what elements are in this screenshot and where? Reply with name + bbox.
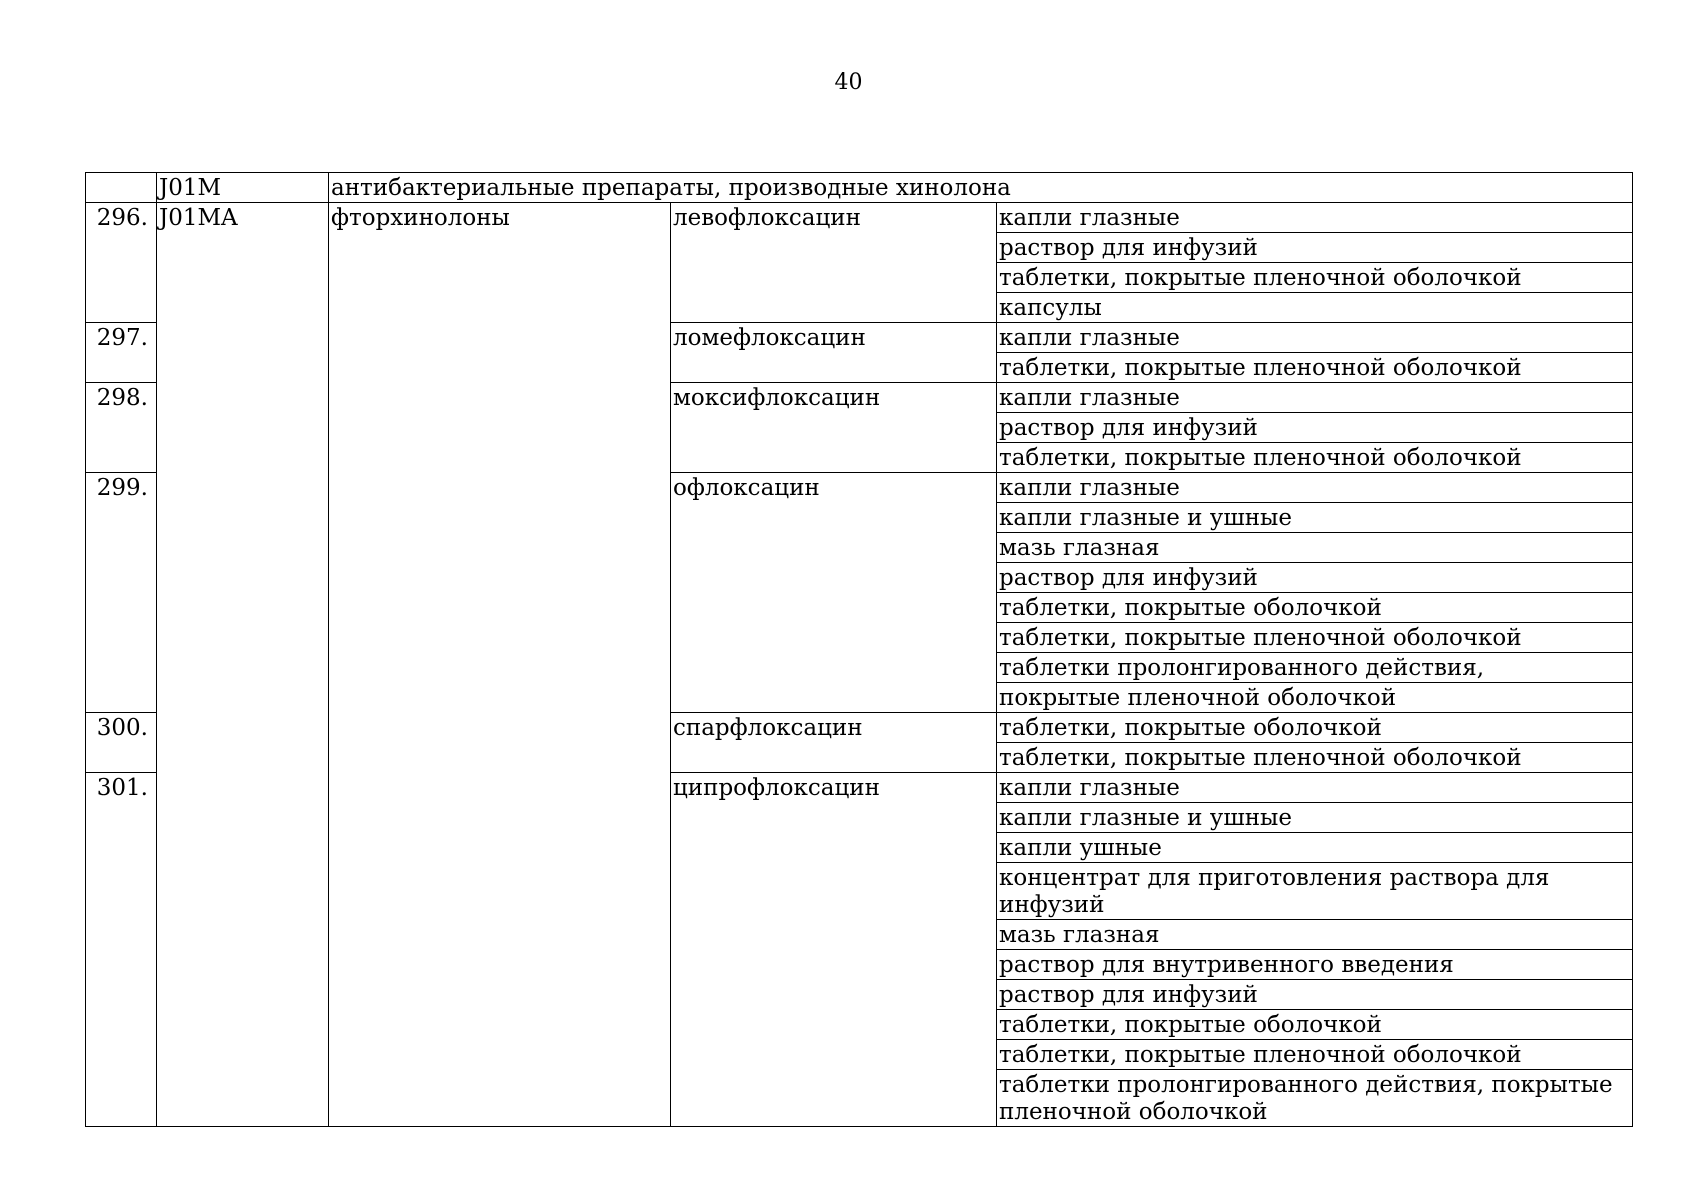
dosage-form-cell: таблетки, покрытые пленочной оболочкой [997,743,1633,773]
dosage-form-cell: раствор для инфузий [997,413,1633,443]
dosage-form-cell: мазь глазная [997,920,1633,950]
dosage-form-cell: раствор для внутривенного введения [997,950,1633,980]
dosage-form-cell: концентрат для приготовления раствора для инфузий [997,863,1633,920]
entry-number-cell: 298. [86,383,157,473]
dosage-form-cell: таблетки пролонгированного действия, [997,653,1633,683]
dosage-form-cell: покрытые пленочной оболочкой [997,683,1633,713]
drug-name-cell: моксифлоксацин [671,383,997,473]
dosage-form-cell: таблетки, покрытые пленочной оболочкой [997,263,1633,293]
entry-number-cell: 300. [86,713,157,773]
dosage-form-cell: таблетки, покрытые оболочкой [997,593,1633,623]
dosage-form-cell: капли глазные [997,383,1633,413]
drug-name-cell: ломефлоксацин [671,323,997,383]
entry-number-cell: 297. [86,323,157,383]
drug-name-cell: левофлоксацин [671,203,997,323]
drug-name-cell: спарфлоксацин [671,713,997,773]
table-row [86,203,1633,233]
drug-table [85,172,1633,1127]
dosage-form-cell: мазь глазная [997,533,1633,563]
dosage-form-cell: капсулы [997,293,1633,323]
subgroup-code-cell: J01MA [157,203,329,1127]
entry-number-cell: 301. [86,773,157,1127]
dosage-form-cell: таблетки, покрытые пленочной оболочкой [997,623,1633,653]
dosage-form-cell: капли глазные и ушные [997,503,1633,533]
dosage-form-cell: капли глазные [997,773,1633,803]
dosage-form-cell: раствор для инфузий [997,563,1633,593]
dosage-form-cell: капли ушные [997,833,1633,863]
dosage-form-cell: капли глазные [997,323,1633,353]
dosage-form-cell: таблетки, покрытые пленочной оболочкой [997,1040,1633,1070]
subgroup-name-cell: фторхинолоны [329,203,671,1127]
entry-number-cell: 299. [86,473,157,713]
page-number: 40 [834,70,863,95]
dosage-form-cell: раствор для инфузий [997,233,1633,263]
dosage-form-cell: таблетки пролонгированного действия, покрытые пленочной оболочкой [997,1070,1633,1127]
drug-name-cell: ципрофлоксацин [671,773,997,1127]
group-code-cell: J01M [157,173,329,203]
group-name-cell: антибактериальные препараты, производные хинолона [329,173,1633,203]
group-row [86,173,1633,203]
dosage-form-cell: капли глазные [997,473,1633,503]
drug-name-cell: офлоксацин [671,473,997,713]
dosage-form-cell: таблетки, покрытые оболочкой [997,713,1633,743]
dosage-form-cell: таблетки, покрытые пленочной оболочкой [997,443,1633,473]
dosage-form-cell: раствор для инфузий [997,980,1633,1010]
dosage-form-cell: таблетки, покрытые оболочкой [997,1010,1633,1040]
dosage-form-cell: капли глазные и ушные [997,803,1633,833]
dosage-form-cell: таблетки, покрытые пленочной оболочкой [997,353,1633,383]
dosage-form-cell: капли глазные [997,203,1633,233]
entry-number-cell: 296. [86,203,157,323]
group-number-cell [86,173,157,203]
